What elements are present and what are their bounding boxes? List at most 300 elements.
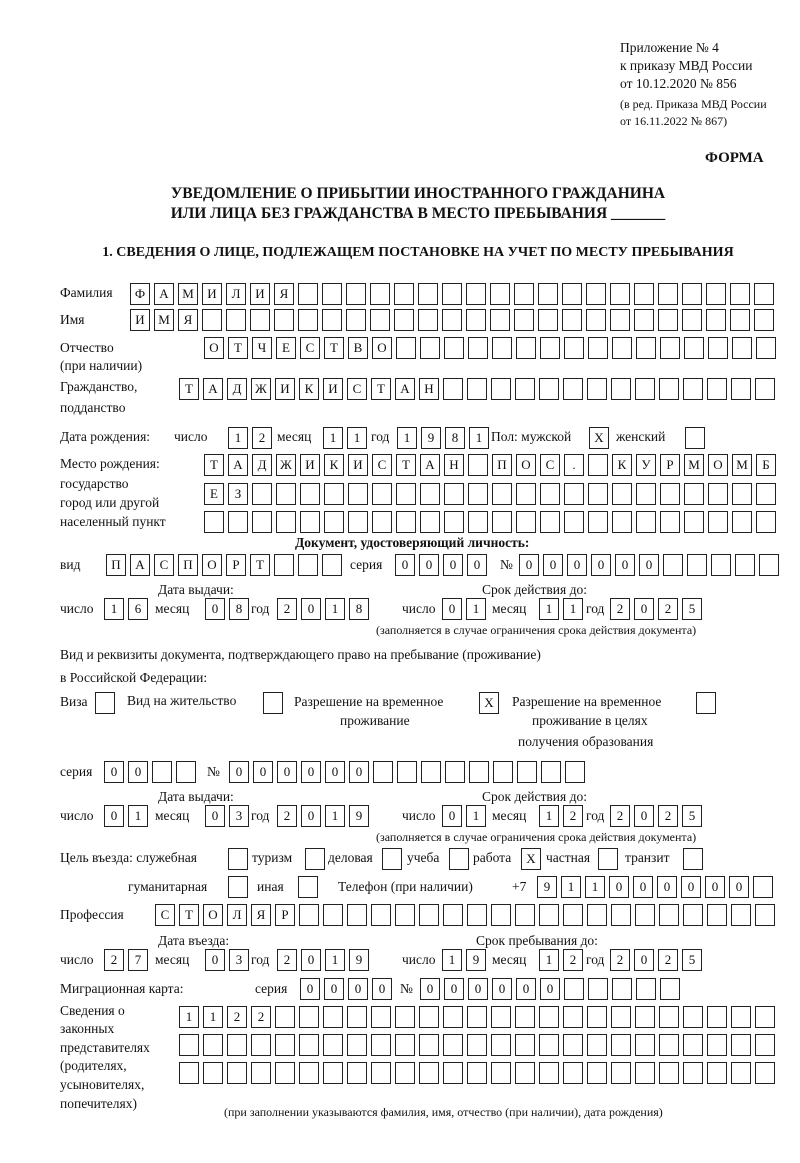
char-box-citizenship[interactable]: [611, 378, 631, 400]
char-box-reps-row1[interactable]: [371, 1006, 391, 1028]
char-box-citizenship[interactable]: И: [275, 378, 295, 400]
char-box-pob-row1[interactable]: К: [324, 454, 344, 476]
char-box-id-valid-year[interactable]: 0: [634, 598, 654, 620]
char-box-profession[interactable]: [371, 904, 391, 926]
char-box-id-kind[interactable]: С: [154, 554, 174, 576]
char-box-reps-row2[interactable]: [611, 1034, 631, 1056]
char-box-profession[interactable]: [515, 904, 535, 926]
char-box-reps-row1[interactable]: [299, 1006, 319, 1028]
char-box-phone[interactable]: 0: [705, 876, 725, 898]
char-box-right-number[interactable]: [469, 761, 489, 783]
char-box-reps-row1[interactable]: [515, 1006, 535, 1028]
char-box-pob-row2[interactable]: [396, 483, 416, 505]
char-box-pob-row2[interactable]: [324, 483, 344, 505]
char-box-patronymic[interactable]: [636, 337, 656, 359]
char-box-surname[interactable]: [298, 283, 318, 305]
char-box-mc-series[interactable]: 0: [324, 978, 344, 1000]
char-box-patronymic[interactable]: О: [204, 337, 224, 359]
char-box-patronymic[interactable]: [588, 337, 608, 359]
char-box-name[interactable]: [514, 309, 534, 331]
char-box-pob-row2[interactable]: [372, 483, 392, 505]
char-box-right-valid-year[interactable]: 2: [610, 805, 630, 827]
char-box-citizenship[interactable]: [731, 378, 751, 400]
char-box-name[interactable]: [610, 309, 630, 331]
char-box-reps-row3[interactable]: [587, 1062, 607, 1084]
char-box-right-issue-year[interactable]: 1: [325, 805, 345, 827]
char-box-reps-row1[interactable]: [755, 1006, 775, 1028]
char-box-patronymic[interactable]: Т: [324, 337, 344, 359]
char-box-patronymic[interactable]: [564, 337, 584, 359]
char-box-phone[interactable]: 1: [561, 876, 581, 898]
char-box-reps-row3[interactable]: [419, 1062, 439, 1084]
char-box-profession[interactable]: [563, 904, 583, 926]
char-box-pob-row3[interactable]: [492, 511, 512, 533]
char-box-id-issue-year[interactable]: 1: [325, 598, 345, 620]
char-box-reps-row2[interactable]: [227, 1034, 247, 1056]
char-box-pob-row2[interactable]: [588, 483, 608, 505]
char-box-id-valid-day[interactable]: 1: [466, 598, 486, 620]
char-box-dob-year[interactable]: 9: [421, 427, 441, 449]
char-box-id-valid-month[interactable]: 1: [563, 598, 583, 620]
char-box-profession[interactable]: [683, 904, 703, 926]
checkbox-sex-male[interactable]: X: [589, 427, 609, 449]
char-box-id-issue-month[interactable]: 0: [205, 598, 225, 620]
char-box-pob-row2[interactable]: [660, 483, 680, 505]
char-box-pob-row1[interactable]: А: [420, 454, 440, 476]
char-box-id-series[interactable]: 0: [467, 554, 487, 576]
char-box-profession[interactable]: [635, 904, 655, 926]
char-box-profession[interactable]: [611, 904, 631, 926]
char-box-phone[interactable]: 1: [585, 876, 605, 898]
checkbox-sex-female[interactable]: [685, 427, 705, 449]
char-box-reps-row2[interactable]: [707, 1034, 727, 1056]
char-box-citizenship[interactable]: [587, 378, 607, 400]
char-box-pob-row3[interactable]: [420, 511, 440, 533]
char-box-stay-month[interactable]: 2: [563, 949, 583, 971]
char-box-surname[interactable]: И: [250, 283, 270, 305]
char-box-phone[interactable]: 0: [633, 876, 653, 898]
char-box-reps-row2[interactable]: [683, 1034, 703, 1056]
char-box-pob-row1[interactable]: Н: [444, 454, 464, 476]
checkbox-residence[interactable]: [263, 692, 283, 714]
char-box-pob-row1[interactable]: А: [228, 454, 248, 476]
char-box-profession[interactable]: [491, 904, 511, 926]
char-box-right-issue-month[interactable]: 0: [205, 805, 225, 827]
char-box-name[interactable]: [466, 309, 486, 331]
char-box-surname[interactable]: [370, 283, 390, 305]
char-box-right-number[interactable]: 0: [277, 761, 297, 783]
char-box-reps-row2[interactable]: [467, 1034, 487, 1056]
char-box-reps-row3[interactable]: [635, 1062, 655, 1084]
char-box-pob-row3[interactable]: [372, 511, 392, 533]
char-box-citizenship[interactable]: Т: [371, 378, 391, 400]
checkbox-visa[interactable]: [95, 692, 115, 714]
char-box-surname[interactable]: [394, 283, 414, 305]
char-box-reps-row2[interactable]: [371, 1034, 391, 1056]
char-box-pob-row2[interactable]: [492, 483, 512, 505]
char-box-citizenship[interactable]: [563, 378, 583, 400]
char-box-pob-row3[interactable]: [636, 511, 656, 533]
char-box-pob-row1[interactable]: П: [492, 454, 512, 476]
char-box-surname[interactable]: И: [202, 283, 222, 305]
char-box-reps-row2[interactable]: [347, 1034, 367, 1056]
char-box-citizenship[interactable]: [467, 378, 487, 400]
char-box-id-issue-year[interactable]: 0: [301, 598, 321, 620]
char-box-pob-row3[interactable]: [468, 511, 488, 533]
char-box-reps-row3[interactable]: [731, 1062, 751, 1084]
char-box-reps-row3[interactable]: [611, 1062, 631, 1084]
char-box-mc-number[interactable]: [636, 978, 656, 1000]
char-box-surname[interactable]: [442, 283, 462, 305]
char-box-reps-row1[interactable]: [731, 1006, 751, 1028]
char-box-profession[interactable]: Я: [251, 904, 271, 926]
char-box-patronymic[interactable]: Е: [276, 337, 296, 359]
char-box-patronymic[interactable]: В: [348, 337, 368, 359]
char-box-id-valid-day[interactable]: 0: [442, 598, 462, 620]
char-box-surname[interactable]: Я: [274, 283, 294, 305]
char-box-pob-row1[interactable]: О: [708, 454, 728, 476]
char-box-reps-row1[interactable]: [347, 1006, 367, 1028]
char-box-citizenship[interactable]: С: [347, 378, 367, 400]
char-box-id-issue-day[interactable]: 6: [128, 598, 148, 620]
char-box-citizenship[interactable]: Ж: [251, 378, 271, 400]
char-box-right-valid-year[interactable]: 2: [658, 805, 678, 827]
char-box-pob-row2[interactable]: [444, 483, 464, 505]
checkbox-trpe[interactable]: [696, 692, 716, 714]
char-box-reps-row1[interactable]: [659, 1006, 679, 1028]
char-box-stay-day[interactable]: 9: [466, 949, 486, 971]
char-box-right-number[interactable]: [493, 761, 513, 783]
char-box-patronymic[interactable]: [516, 337, 536, 359]
char-box-pob-row1[interactable]: Ж: [276, 454, 296, 476]
char-box-citizenship[interactable]: К: [299, 378, 319, 400]
char-box-id-number[interactable]: 0: [567, 554, 587, 576]
char-box-pob-row3[interactable]: [732, 511, 752, 533]
char-box-entry-year[interactable]: 2: [277, 949, 297, 971]
char-box-pob-row3[interactable]: [204, 511, 224, 533]
char-box-reps-row1[interactable]: [683, 1006, 703, 1028]
char-box-citizenship[interactable]: [515, 378, 535, 400]
char-box-dob-year[interactable]: 8: [445, 427, 465, 449]
char-box-stay-year[interactable]: 2: [610, 949, 630, 971]
char-box-pob-row1[interactable]: [468, 454, 488, 476]
char-box-pob-row2[interactable]: [636, 483, 656, 505]
char-box-name[interactable]: [490, 309, 510, 331]
char-box-profession[interactable]: [587, 904, 607, 926]
char-box-reps-row2[interactable]: [251, 1034, 271, 1056]
char-box-reps-row1[interactable]: [443, 1006, 463, 1028]
checkbox-p-other[interactable]: [298, 876, 318, 898]
char-box-reps-row2[interactable]: [755, 1034, 775, 1056]
char-box-surname[interactable]: А: [154, 283, 174, 305]
char-box-citizenship[interactable]: [707, 378, 727, 400]
char-box-pob-row3[interactable]: [516, 511, 536, 533]
char-box-citizenship[interactable]: Д: [227, 378, 247, 400]
char-box-stay-month[interactable]: 1: [539, 949, 559, 971]
char-box-pob-row3[interactable]: [684, 511, 704, 533]
char-box-surname[interactable]: [514, 283, 534, 305]
char-box-citizenship[interactable]: Н: [419, 378, 439, 400]
char-box-entry-year[interactable]: 0: [301, 949, 321, 971]
char-box-surname[interactable]: М: [178, 283, 198, 305]
char-box-phone[interactable]: 0: [729, 876, 749, 898]
char-box-pob-row3[interactable]: [300, 511, 320, 533]
char-box-right-number[interactable]: 0: [325, 761, 345, 783]
char-box-id-issue-year[interactable]: 8: [349, 598, 369, 620]
char-box-right-number[interactable]: 0: [229, 761, 249, 783]
char-box-stay-day[interactable]: 1: [442, 949, 462, 971]
char-box-right-number[interactable]: [517, 761, 537, 783]
char-box-right-number[interactable]: 0: [253, 761, 273, 783]
char-box-pob-row1[interactable]: Б: [756, 454, 776, 476]
char-box-profession[interactable]: О: [203, 904, 223, 926]
char-box-pob-row2[interactable]: [612, 483, 632, 505]
char-box-phone[interactable]: 9: [537, 876, 557, 898]
char-box-entry-day[interactable]: 7: [128, 949, 148, 971]
char-box-id-series[interactable]: 0: [443, 554, 463, 576]
char-box-reps-row3[interactable]: [179, 1062, 199, 1084]
char-box-entry-year[interactable]: 1: [325, 949, 345, 971]
char-box-name[interactable]: [658, 309, 678, 331]
char-box-pob-row2[interactable]: [348, 483, 368, 505]
char-box-pob-row3[interactable]: [708, 511, 728, 533]
char-box-id-valid-year[interactable]: 2: [658, 598, 678, 620]
char-box-citizenship[interactable]: Т: [179, 378, 199, 400]
char-box-name[interactable]: [250, 309, 270, 331]
char-box-right-number[interactable]: 0: [301, 761, 321, 783]
char-box-reps-row2[interactable]: [419, 1034, 439, 1056]
char-box-id-valid-year[interactable]: 5: [682, 598, 702, 620]
char-box-name[interactable]: М: [154, 309, 174, 331]
char-box-pob-row1[interactable]: [588, 454, 608, 476]
char-box-name[interactable]: Я: [178, 309, 198, 331]
char-box-mc-number[interactable]: [660, 978, 680, 1000]
checkbox-p-work[interactable]: X: [521, 848, 541, 870]
char-box-profession[interactable]: Л: [227, 904, 247, 926]
char-box-patronymic[interactable]: [756, 337, 776, 359]
char-box-entry-month[interactable]: 3: [229, 949, 249, 971]
char-box-dob-month[interactable]: 1: [347, 427, 367, 449]
char-box-patronymic[interactable]: [684, 337, 704, 359]
char-box-right-series[interactable]: 0: [104, 761, 124, 783]
char-box-name[interactable]: [202, 309, 222, 331]
char-box-patronymic[interactable]: [612, 337, 632, 359]
char-box-reps-row2[interactable]: [395, 1034, 415, 1056]
char-box-profession[interactable]: [299, 904, 319, 926]
char-box-profession[interactable]: [323, 904, 343, 926]
char-box-pob-row1[interactable]: Т: [396, 454, 416, 476]
char-box-pob-row1[interactable]: .: [564, 454, 584, 476]
char-box-reps-row3[interactable]: [347, 1062, 367, 1084]
char-box-reps-row2[interactable]: [203, 1034, 223, 1056]
char-box-reps-row2[interactable]: [179, 1034, 199, 1056]
char-box-pob-row3[interactable]: [588, 511, 608, 533]
char-box-pob-row2[interactable]: З: [228, 483, 248, 505]
char-box-reps-row2[interactable]: [587, 1034, 607, 1056]
char-box-patronymic[interactable]: [468, 337, 488, 359]
char-box-patronymic[interactable]: Ч: [252, 337, 272, 359]
char-box-id-number[interactable]: 0: [591, 554, 611, 576]
char-box-pob-row2[interactable]: [252, 483, 272, 505]
char-box-right-valid-month[interactable]: 2: [563, 805, 583, 827]
char-box-reps-row3[interactable]: [275, 1062, 295, 1084]
char-box-reps-row2[interactable]: [539, 1034, 559, 1056]
char-box-surname[interactable]: [490, 283, 510, 305]
char-box-citizenship[interactable]: А: [395, 378, 415, 400]
char-box-id-number[interactable]: [687, 554, 707, 576]
char-box-id-kind[interactable]: [274, 554, 294, 576]
char-box-reps-row3[interactable]: [251, 1062, 271, 1084]
char-box-name[interactable]: И: [130, 309, 150, 331]
char-box-stay-year[interactable]: 0: [634, 949, 654, 971]
char-box-name[interactable]: [634, 309, 654, 331]
char-box-id-series[interactable]: 0: [419, 554, 439, 576]
char-box-id-series[interactable]: 0: [395, 554, 415, 576]
char-box-surname[interactable]: [466, 283, 486, 305]
char-box-reps-row2[interactable]: [659, 1034, 679, 1056]
char-box-mc-number[interactable]: 0: [420, 978, 440, 1000]
char-box-dob-day[interactable]: 2: [252, 427, 272, 449]
char-box-id-valid-year[interactable]: 2: [610, 598, 630, 620]
char-box-surname[interactable]: [682, 283, 702, 305]
char-box-profession[interactable]: [467, 904, 487, 926]
char-box-reps-row2[interactable]: [731, 1034, 751, 1056]
checkbox-p-transit[interactable]: [683, 848, 703, 870]
checkbox-p-business[interactable]: [382, 848, 402, 870]
char-box-profession[interactable]: С: [155, 904, 175, 926]
char-box-citizenship[interactable]: [683, 378, 703, 400]
char-box-phone[interactable]: [753, 876, 773, 898]
char-box-entry-month[interactable]: 0: [205, 949, 225, 971]
char-box-reps-row2[interactable]: [443, 1034, 463, 1056]
char-box-pob-row3[interactable]: [396, 511, 416, 533]
char-box-reps-row1[interactable]: 1: [179, 1006, 199, 1028]
char-box-id-number[interactable]: 0: [615, 554, 635, 576]
char-box-reps-row1[interactable]: [275, 1006, 295, 1028]
checkbox-p-private[interactable]: [598, 848, 618, 870]
char-box-patronymic[interactable]: Т: [228, 337, 248, 359]
char-box-pob-row2[interactable]: [756, 483, 776, 505]
char-box-right-issue-year[interactable]: 0: [301, 805, 321, 827]
char-box-surname[interactable]: [562, 283, 582, 305]
char-box-surname[interactable]: Л: [226, 283, 246, 305]
char-box-pob-row2[interactable]: [468, 483, 488, 505]
char-box-pob-row3[interactable]: [276, 511, 296, 533]
char-box-surname[interactable]: [322, 283, 342, 305]
char-box-pob-row3[interactable]: [324, 511, 344, 533]
char-box-right-series[interactable]: 0: [128, 761, 148, 783]
char-box-right-issue-day[interactable]: 0: [104, 805, 124, 827]
char-box-reps-row2[interactable]: [491, 1034, 511, 1056]
char-box-stay-year[interactable]: 2: [658, 949, 678, 971]
char-box-reps-row3[interactable]: [515, 1062, 535, 1084]
char-box-id-kind[interactable]: Т: [250, 554, 270, 576]
char-box-pob-row1[interactable]: И: [348, 454, 368, 476]
char-box-reps-row3[interactable]: [371, 1062, 391, 1084]
char-box-dob-year[interactable]: 1: [469, 427, 489, 449]
char-box-surname[interactable]: [754, 283, 774, 305]
char-box-reps-row3[interactable]: [491, 1062, 511, 1084]
char-box-reps-row2[interactable]: [275, 1034, 295, 1056]
char-box-phone[interactable]: 0: [657, 876, 677, 898]
char-box-name[interactable]: [418, 309, 438, 331]
checkbox-p-tourism[interactable]: [305, 848, 325, 870]
char-box-id-kind[interactable]: А: [130, 554, 150, 576]
char-box-id-kind[interactable]: П: [106, 554, 126, 576]
char-box-name[interactable]: [322, 309, 342, 331]
char-box-pob-row1[interactable]: С: [372, 454, 392, 476]
char-box-reps-row1[interactable]: [587, 1006, 607, 1028]
char-box-reps-row3[interactable]: [539, 1062, 559, 1084]
char-box-pob-row2[interactable]: [540, 483, 560, 505]
char-box-profession[interactable]: [707, 904, 727, 926]
char-box-name[interactable]: [298, 309, 318, 331]
char-box-citizenship[interactable]: [539, 378, 559, 400]
char-box-mc-number[interactable]: 0: [468, 978, 488, 1000]
char-box-pob-row2[interactable]: Е: [204, 483, 224, 505]
char-box-phone[interactable]: 0: [609, 876, 629, 898]
char-box-reps-row3[interactable]: [755, 1062, 775, 1084]
checkbox-p-study[interactable]: [449, 848, 469, 870]
char-box-patronymic[interactable]: [540, 337, 560, 359]
char-box-reps-row3[interactable]: [299, 1062, 319, 1084]
char-box-profession[interactable]: [539, 904, 559, 926]
char-box-pob-row2[interactable]: [564, 483, 584, 505]
char-box-id-kind[interactable]: [298, 554, 318, 576]
char-box-reps-row1[interactable]: [611, 1006, 631, 1028]
char-box-pob-row3[interactable]: [756, 511, 776, 533]
char-box-reps-row1[interactable]: [539, 1006, 559, 1028]
char-box-reps-row3[interactable]: [683, 1062, 703, 1084]
char-box-patronymic[interactable]: С: [300, 337, 320, 359]
char-box-citizenship[interactable]: А: [203, 378, 223, 400]
char-box-profession[interactable]: [755, 904, 775, 926]
char-box-right-issue-year[interactable]: 2: [277, 805, 297, 827]
char-box-pob-row1[interactable]: И: [300, 454, 320, 476]
char-box-reps-row1[interactable]: [467, 1006, 487, 1028]
char-box-pob-row3[interactable]: [444, 511, 464, 533]
char-box-reps-row1[interactable]: [635, 1006, 655, 1028]
char-box-mc-number[interactable]: 0: [516, 978, 536, 1000]
char-box-reps-row1[interactable]: [323, 1006, 343, 1028]
char-box-profession[interactable]: [731, 904, 751, 926]
char-box-reps-row3[interactable]: [395, 1062, 415, 1084]
char-box-reps-row2[interactable]: [635, 1034, 655, 1056]
char-box-mc-number[interactable]: 0: [444, 978, 464, 1000]
char-box-profession[interactable]: Р: [275, 904, 295, 926]
char-box-pob-row3[interactable]: [660, 511, 680, 533]
char-box-name[interactable]: [226, 309, 246, 331]
char-box-mc-number[interactable]: [612, 978, 632, 1000]
char-box-pob-row2[interactable]: [732, 483, 752, 505]
char-box-right-valid-year[interactable]: 5: [682, 805, 702, 827]
char-box-patronymic[interactable]: [492, 337, 512, 359]
char-box-pob-row1[interactable]: Р: [660, 454, 680, 476]
char-box-citizenship[interactable]: [755, 378, 775, 400]
char-box-patronymic[interactable]: [732, 337, 752, 359]
char-box-surname[interactable]: [634, 283, 654, 305]
char-box-id-kind[interactable]: П: [178, 554, 198, 576]
char-box-reps-row1[interactable]: [707, 1006, 727, 1028]
char-box-pob-row2[interactable]: [300, 483, 320, 505]
char-box-dob-year[interactable]: 1: [397, 427, 417, 449]
char-box-patronymic[interactable]: [396, 337, 416, 359]
checkbox-p-official[interactable]: [228, 848, 248, 870]
char-box-id-number[interactable]: 0: [543, 554, 563, 576]
char-box-surname[interactable]: [730, 283, 750, 305]
char-box-pob-row2[interactable]: [684, 483, 704, 505]
char-box-reps-row3[interactable]: [563, 1062, 583, 1084]
